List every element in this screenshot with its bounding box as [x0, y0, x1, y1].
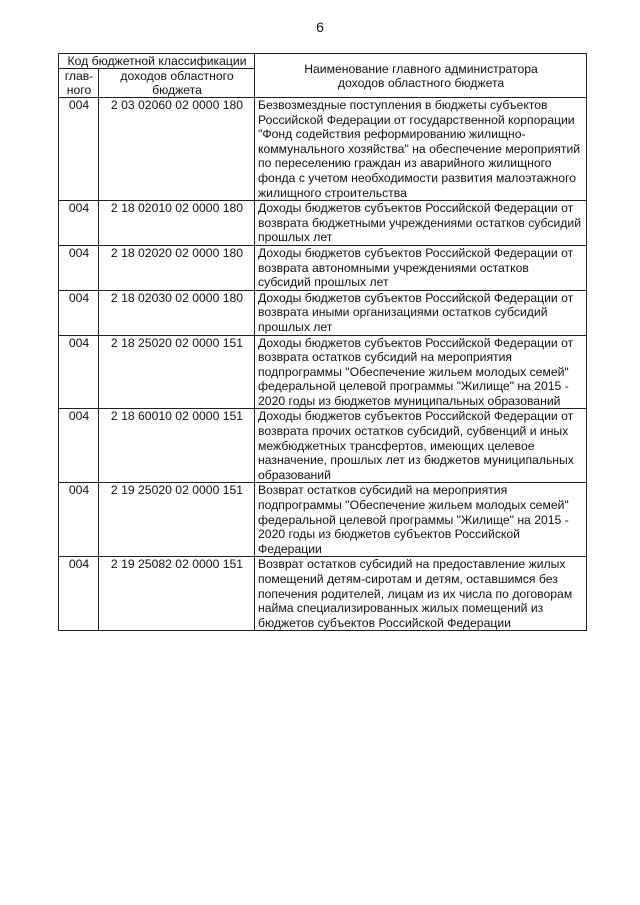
table-body: [59, 98, 587, 631]
header-budget-classification-code: Код бюджетной классификации: [59, 54, 255, 69]
administrator-code-cell: 004: [59, 557, 99, 631]
administrator-code-cell: 004: [59, 201, 99, 246]
table-header: [59, 54, 587, 98]
revenue-code-cell: 2 03 02060 02 0000 180: [99, 98, 255, 201]
revenue-name-cell: Доходы бюджетов субъектов Российской Федерации от возврата иными организациями остатков субсидий прошлых лет: [255, 290, 587, 335]
administrator-code-cell: 004: [59, 409, 99, 483]
table-row: [59, 557, 587, 631]
revenue-name-cell: Доходы бюджетов субъектов Российской Федерации от возврата бюджетными учреждениями остатков субсидий прошлых лет: [255, 201, 587, 246]
table-row: [59, 98, 587, 201]
table-row: [59, 409, 587, 483]
revenue-name-cell: Доходы бюджетов субъектов Российской Федерации от возврата остатков субсидий на мероприятия подпрограммы "Обеспечение жильем молодых семей" федеральной целевой программы "Жилище" на 2015 - 2020 годы из бюджетов муниципальных образований: [255, 335, 587, 409]
revenue-code-cell: 2 18 60010 02 0000 151: [99, 409, 255, 483]
administrator-code-cell: 004: [59, 98, 99, 201]
revenue-code-cell: 2 19 25020 02 0000 151: [99, 483, 255, 557]
revenue-name-cell: Доходы бюджетов субъектов Российской Федерации от возврата прочих остатков субсидий, субвенций и иных межбюджетных трансфертов, имеющих целевое назначение, прошлых лет из бюджетов муниципальных образований: [255, 409, 587, 483]
revenue-name-cell: Возврат остатков субсидий на мероприятия подпрограммы "Обеспечение жильем молодых семей" федеральной целевой программы "Жилище" на 2015 - 2020 годы из бюджетов субъектов Российской Федерации: [255, 483, 587, 557]
revenue-code-cell: 2 18 02030 02 0000 180: [99, 290, 255, 335]
header-administrator-name: Наименование главного администратора доходов областного бюджета: [255, 54, 587, 98]
revenue-name-cell: Безвозмездные поступления в бюджеты субъектов Российской Федерации от государственной корпорации "Фонд содействия реформированию жилищно-коммунального хозяйства" на обеспечение мероприятий по переселению граждан из аварийного жилищного фонда с учетом необходимости развития малоэтажного жилищного строительства: [255, 98, 587, 201]
table-row: [59, 245, 587, 290]
revenue-code-cell: 2 18 02020 02 0000 180: [99, 245, 255, 290]
administrator-code-cell: 004: [59, 290, 99, 335]
revenue-name-cell: Возврат остатков субсидий на предоставление жилых помещений детям-сиротам и детям, оставшимся без попечения родителей, лицам из их числа по договорам найма специализированных жилых помещений из бюджетов субъектов Российской Федерации: [255, 557, 587, 631]
table-row: [59, 483, 587, 557]
header-regional-budget-revenue: доходов областного бюджета: [99, 69, 255, 98]
administrator-code-cell: 004: [59, 335, 99, 409]
administrator-code-cell: 004: [59, 483, 99, 557]
header-main-administrator: глав- ного: [59, 69, 99, 98]
revenue-name-cell: Доходы бюджетов субъектов Российской Федерации от возврата автономными учреждениями остатков субсидий прошлых лет: [255, 245, 587, 290]
revenue-code-cell: 2 18 02010 02 0000 180: [99, 201, 255, 246]
page-number: 6: [316, 19, 324, 35]
table-row: [59, 290, 587, 335]
table-row: [59, 201, 587, 246]
revenue-code-cell: 2 19 25082 02 0000 151: [99, 557, 255, 631]
revenue-code-cell: 2 18 25020 02 0000 151: [99, 335, 255, 409]
revenue-classification-table: [58, 53, 587, 631]
table-row: [59, 335, 587, 409]
administrator-code-cell: 004: [59, 245, 99, 290]
